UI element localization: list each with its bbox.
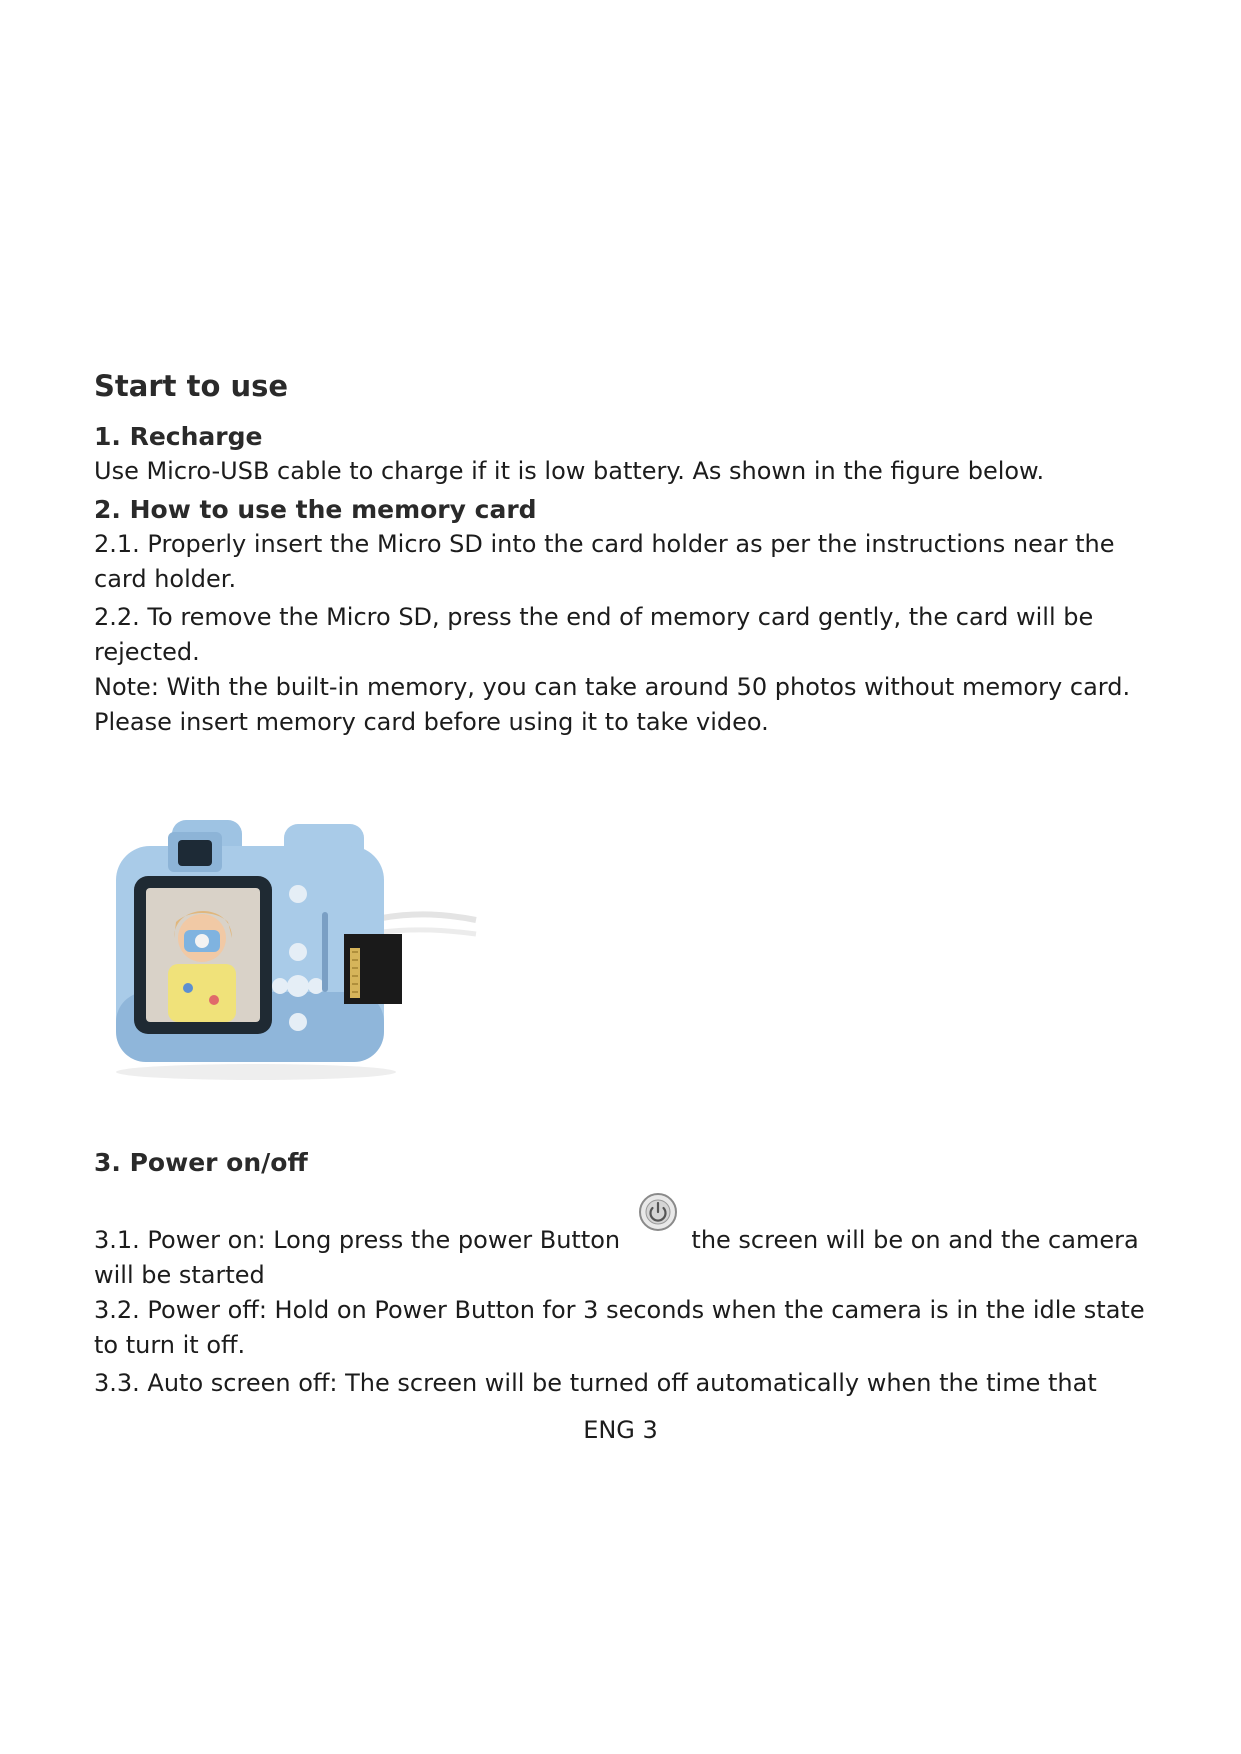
page-number: ENG 3 bbox=[583, 1416, 658, 1444]
power-button-icon bbox=[638, 1192, 678, 1232]
power-step-1-before: 3.1. Power on: Long press the power Button bbox=[94, 1226, 621, 1254]
power-step-3: 3.3. Auto screen off: The screen will be turned off automatically when the time that bbox=[94, 1369, 1097, 1397]
camera-with-memory-card-illustration-icon bbox=[96, 742, 480, 1142]
memory-card-step-1: 2.1. Properly insert the Micro SD into the card holder as per the instructions near the card holder. bbox=[94, 530, 1115, 593]
start-to-use-section bbox=[94, 366, 1174, 740]
power-section bbox=[94, 1146, 1174, 1401]
memory-card-step-2: 2.2. To remove the Micro SD, press the end of memory card gently, the card will be rejected. bbox=[94, 603, 1094, 666]
section-title: Start to use bbox=[94, 369, 289, 403]
power-step-2: 3.2. Power off: Hold on Power Button for 3 seconds when the camera is in the idle state to turn it off. bbox=[94, 1296, 1145, 1359]
recharge-text: Use Micro-USB cable to charge if it is low battery. As shown in the figure below. bbox=[94, 457, 1045, 485]
memory-card-note: Note: With the built-in memory, you can take around 50 photos without memory card. Please insert memory card before using it to take video. bbox=[94, 673, 1131, 736]
power-step-1-after: the screen will be on and the camera will be started bbox=[94, 1226, 1139, 1289]
power-heading: 3. Power on/off bbox=[94, 1148, 308, 1177]
memory-card-heading: 2. How to use the memory card bbox=[94, 495, 537, 524]
recharge-heading: 1. Recharge bbox=[94, 422, 263, 451]
camera-figure bbox=[96, 742, 480, 1142]
power-step-1 bbox=[94, 1210, 1174, 1293]
